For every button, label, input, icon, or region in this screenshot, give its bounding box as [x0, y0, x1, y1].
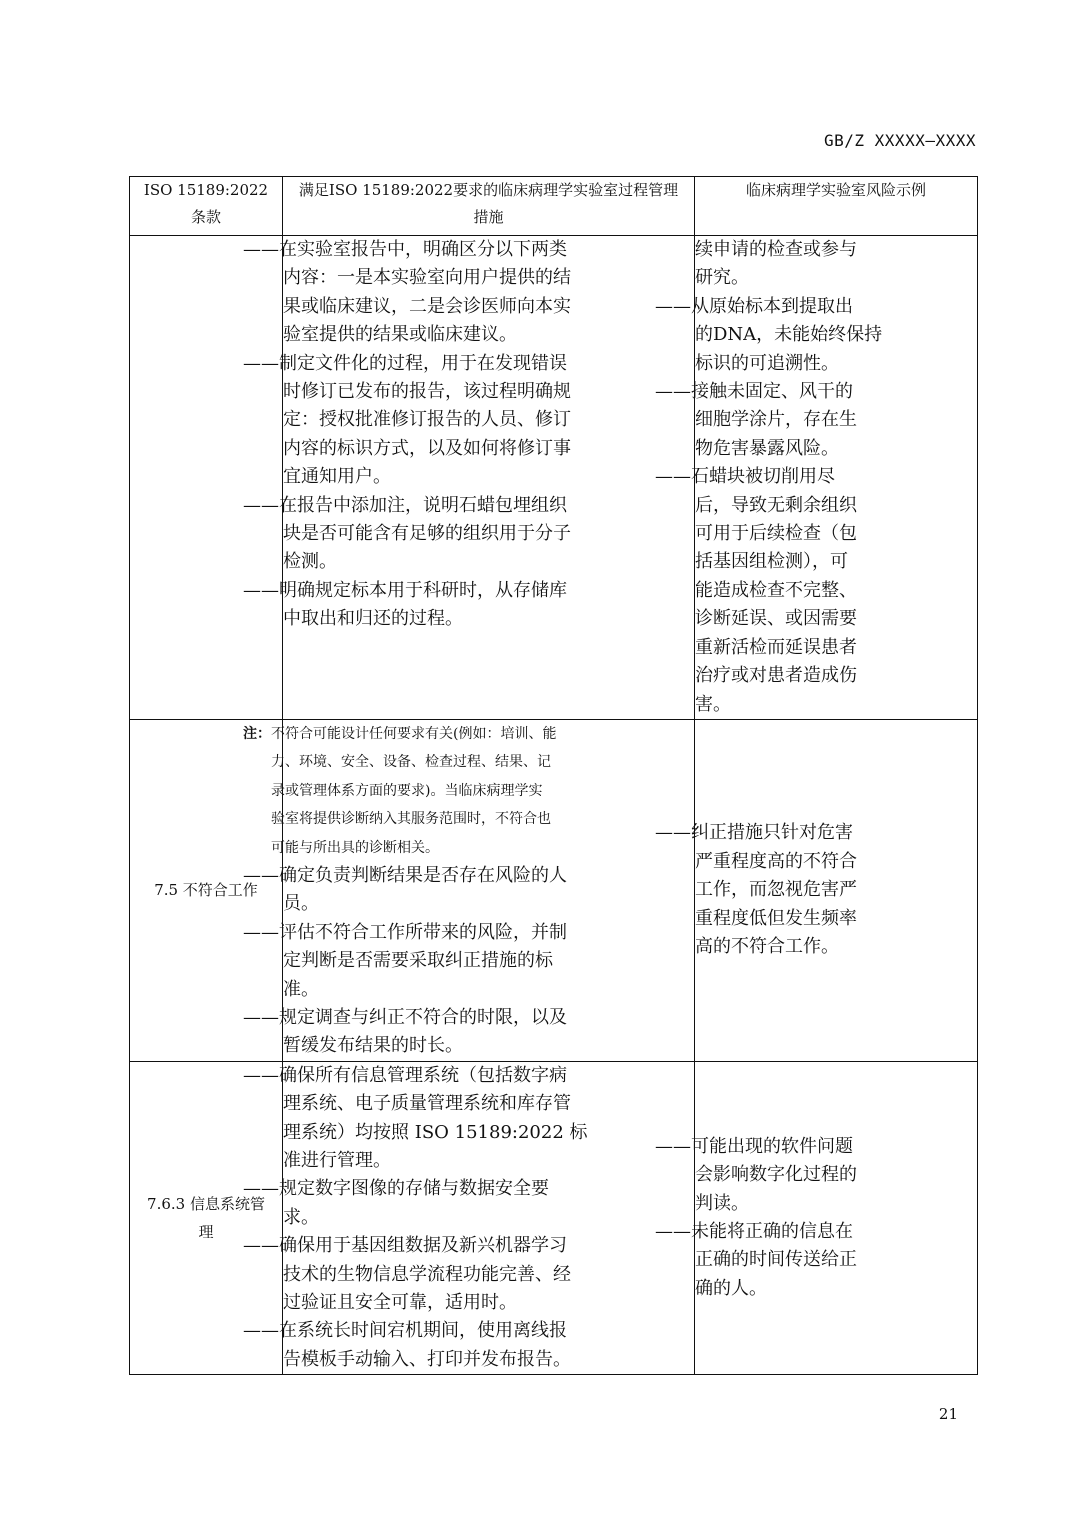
measure-item: ——评估不符合工作所带来的风险，并制: [243, 921, 567, 943]
measure-item: ——确保用于基因组数据及新兴机器学习: [243, 1235, 567, 1257]
measures-cell: 注：不符合可能设计任何要求有关(例如：培训、能 力、环境、安全、设备、检查过程、结果、记 录或管理体系方面的要求)。当临床病理学实 验室将提供诊断纳入其服务范围时，不符合也 可能与所出具的诊断相关。 ——确定负责判断结果是否存在风险的人 员。 ——评估不符合工作所带来的风险，并制 定判断是否需要采取纠正措施的标 准。 ——规定调查与纠正不符合的时限，以及 暂缓发布结果的时长。: [283, 719, 695, 1061]
table-header-row: [130, 177, 978, 236]
table-row: [130, 719, 978, 1061]
risks-cell: ——纠正措施只针对危害 严重程度高的不符合 工作，而忽视危害严 重程度低但发生频率 高的不符合工作。: [695, 719, 978, 1061]
measure-item: ——明确规定标本用于科研时，从存储库: [243, 579, 567, 601]
measure-item: ——制定文件化的过程，用于在发现错误: [243, 352, 567, 374]
measure-item: ——在实验室报告中，明确区分以下两类: [243, 239, 567, 260]
note-block: 注：不符合可能设计任何要求有关(例如：培训、能: [243, 725, 557, 742]
measures-cell: ——确保所有信息管理系统（包括数字病 理系统、电子质量管理系统和库存管 理系统）均按照 ISO 15189:2022 标 准进行管理。 ——规定数字图像的存储与数据安全要 求。 ——确保用于基因组数据及新兴机器学习 技术的生物信息学流程功能完善、经 过验证且安全可靠，适用时。 ——在系统长时间宕机期间，使用离线报 告模板手动输入、打印并发布报告。: [283, 1061, 695, 1374]
table-row: [130, 236, 978, 720]
note-label: 注：: [243, 725, 271, 742]
measure-item: ——确保所有信息管理系统（包括数字病: [243, 1064, 567, 1086]
risks-cell: 续申请的检查或参与 研究。 ——从原始标本到提取出 的DNA，未能始终保持 标识的可追溯性。 ——接触未固定、风干的 细胞学涂片，存在生 物危害暴露风险。 ——石蜡块被切削用尽 后，导致无剩余组织 可用于后续检查（包 括基因组检测），可 能造成检查不完整、 诊断延误、或因需要 重新活检而延误患者 治疗或对患者造成伤 害。: [695, 236, 978, 720]
risk-item: ——未能将正确的信息在: [655, 1221, 853, 1243]
measure-item: ——规定调查与纠正不符合的时限，以及: [243, 1006, 567, 1028]
measure-item: ——确定负责判断结果是否存在风险的人: [243, 864, 567, 886]
header-iso-clause: ISO 15189:2022 条款: [130, 177, 283, 236]
measures-cell: ——在实验室报告中，明确区分以下两类 内容：一是本实验室向用户提供的结 果或临床建议，二是会诊医师向本实 验室提供的结果或临床建议。 ——制定文件化的过程，用于在发现错误 时修订已发布的报告，该过程明确规 定：授权批准修订报告的人员、修订 内容的标识方式，以及如何将修订事 宜通知用户。 ——在报告中添加注，说明石蜡包埋组织 块是否可能含有足够的组织用于分子 检测。 ——明确规定标本用于科研时，从存储库 中取出和归还的过程。: [283, 236, 695, 720]
document-code: GB/Z XXXXX—XXXX: [824, 131, 976, 150]
risk-item: ——接触未固定、风干的: [655, 381, 853, 403]
measure-item: ——在报告中添加注，说明石蜡包埋组织: [243, 494, 567, 516]
measure-item: ——在系统长时间宕机期间，使用离线报: [243, 1320, 567, 1342]
header-risk-examples: 临床病理学实验室风险示例: [695, 177, 978, 236]
clause-cell: [130, 236, 283, 720]
clause-cell: 7.6.3 信息系统管 理: [130, 1061, 283, 1374]
page-number: 21: [938, 1405, 958, 1423]
risk-item: ——纠正措施只针对危害: [655, 822, 853, 844]
risk-item: ——从原始标本到提取出: [655, 295, 853, 317]
process-management-table: [129, 176, 978, 1375]
risk-item: ——石蜡块被切削用尽: [655, 466, 835, 488]
clause-cell: 7.5 不符合工作: [130, 719, 283, 1061]
table-row: [130, 1061, 978, 1374]
risks-cell: ——可能出现的软件问题 会影响数字化过程的 判读。 ——未能将正确的信息在 正确的时间传送给正 确的人。: [695, 1061, 978, 1374]
measure-item: ——规定数字图像的存储与数据安全要: [243, 1178, 549, 1200]
risk-item: ——可能出现的软件问题: [655, 1135, 853, 1157]
header-measures: 满足ISO 15189:2022要求的临床病理学实验室过程管理 措施: [283, 177, 695, 236]
